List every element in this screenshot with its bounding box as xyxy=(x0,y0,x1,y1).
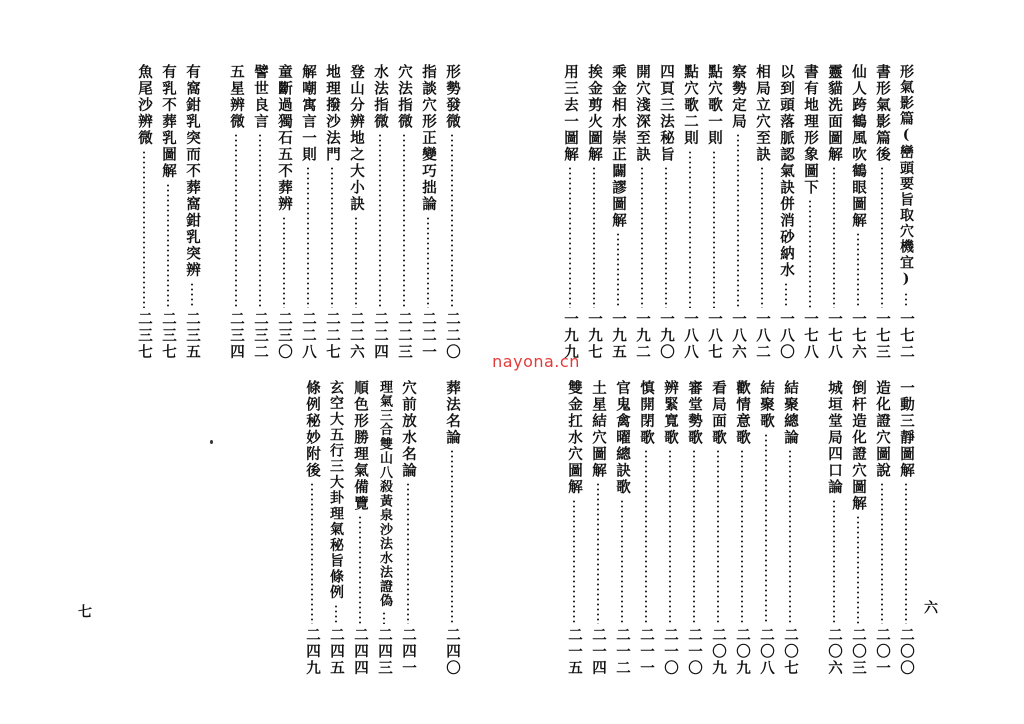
dot-leader xyxy=(761,166,763,308)
toc-entry xyxy=(272,64,296,360)
toc-entry-page: 二一〇 xyxy=(686,626,703,676)
toc-entry xyxy=(344,64,368,360)
dot-leader xyxy=(833,499,835,624)
toc-entry-title: 相局立穴至訣 xyxy=(754,64,771,163)
toc-entry-title: 土星結穴圖解 xyxy=(590,380,607,479)
toc-entry xyxy=(726,64,750,360)
toc-entry-page: 二一四 xyxy=(590,626,607,676)
toc-entry xyxy=(634,380,658,676)
dot-leader xyxy=(335,604,337,624)
toc-entry-title: 雙金扛水穴圖解 xyxy=(566,380,583,496)
toc-entry xyxy=(894,380,918,676)
dot-leader xyxy=(311,482,313,624)
toc-entry-title: 結聚歌 xyxy=(758,380,775,430)
toc-entry-page: 二三二 xyxy=(252,310,269,360)
dot-leader xyxy=(235,133,237,308)
toc-entry-title: 點穴歌一則 xyxy=(706,64,723,147)
toc-entry-page: 二二三 xyxy=(396,310,413,360)
dot-leader xyxy=(641,166,643,308)
toc-entry xyxy=(822,64,846,360)
toc-entry-page: 二〇七 xyxy=(782,626,799,676)
toc-entry xyxy=(582,64,606,360)
toc-entry-title: 慎開閉歌 xyxy=(638,380,655,446)
toc-entry-title: 有窩鉗乳突而不葬窩鉗乳突辨 xyxy=(184,64,201,279)
toc-entry xyxy=(846,380,870,676)
toc-entry xyxy=(368,64,392,360)
toc-entry-title: 一動三靜圖解 xyxy=(898,380,915,479)
page-number-right: 六 xyxy=(922,600,938,614)
toc-entry xyxy=(870,64,894,360)
toc-entry-title: 用三去一圖解 xyxy=(562,64,579,163)
page-number-left: 七 xyxy=(76,604,92,618)
toc-right-bottom xyxy=(562,380,918,676)
toc-entry-page: 一八二 xyxy=(754,310,771,360)
toc-entry xyxy=(440,64,464,360)
toc-entry-title: 仙人跨鶴風吹鶴眼圖解 xyxy=(850,64,867,229)
toc-entry-title: 形勢發微 xyxy=(444,64,461,130)
toc-entry-page: 二一五 xyxy=(566,626,583,676)
toc-entry xyxy=(324,380,348,676)
toc-entry-title: 順色形勝理氣備覽 xyxy=(352,380,369,512)
toc-entry xyxy=(774,64,798,360)
toc-entry-page: 二四四 xyxy=(352,626,369,676)
toc-entry-title: 童斷過獨石五不葬辨 xyxy=(276,64,293,213)
toc-entry-title: 書形氣影篇後 xyxy=(874,64,891,163)
dot-leader xyxy=(905,482,907,624)
dot-leader xyxy=(665,166,667,308)
dot-leader xyxy=(617,232,619,308)
toc-entry xyxy=(678,64,702,360)
toc-entry-page: 一八〇 xyxy=(778,310,795,360)
toc-entry xyxy=(798,64,822,360)
toc-left-bottom xyxy=(300,380,464,676)
toc-entry-page: 二一〇 xyxy=(662,626,679,676)
toc-entry-title: 水法指微 xyxy=(372,64,389,130)
dot-leader xyxy=(593,166,595,308)
toc-entry-title: 官鬼禽曜總訣歌 xyxy=(614,380,631,496)
toc-entry-page: 二四九 xyxy=(304,626,321,676)
toc-entry-title: 解嘲寓言一則 xyxy=(300,64,317,163)
toc-entry xyxy=(846,64,870,360)
dot-leader xyxy=(789,449,791,624)
toc-entry xyxy=(300,380,324,676)
column-gap xyxy=(420,380,440,676)
toc-entry-title: 魚尾沙辨微 xyxy=(136,64,153,147)
toc-entry-page: 二二一 xyxy=(420,310,437,360)
toc-entry-title: 穴法指微 xyxy=(396,64,413,130)
toc-entry xyxy=(440,380,464,676)
toc-entry xyxy=(682,380,706,676)
toc-entry-title: 審堂勢歌 xyxy=(686,380,703,446)
dot-leader xyxy=(713,150,715,308)
dot-leader xyxy=(451,449,453,624)
toc-entry-page: 二〇六 xyxy=(826,626,843,676)
toc-entry-page: 二一一 xyxy=(638,626,655,676)
toc-entry-page: 二四一 xyxy=(400,626,417,676)
toc-entry-page: 一九〇 xyxy=(658,310,675,360)
dot-leader xyxy=(259,133,261,308)
toc-entry-page: 二三五 xyxy=(184,310,201,360)
toc-entry-page: 一七六 xyxy=(850,310,867,360)
toc-entry-page: 一七八 xyxy=(802,310,819,360)
dot-leader xyxy=(693,449,695,624)
toc-entry-page: 二二八 xyxy=(300,310,317,360)
toc-entry-page: 一九九 xyxy=(562,310,579,360)
toc-entry-page: 一七二 xyxy=(898,310,915,360)
dot-leader xyxy=(881,166,883,308)
toc-entry-page: 一八八 xyxy=(682,310,699,360)
toc-entry xyxy=(558,64,582,360)
dot-leader xyxy=(785,282,787,308)
dot-leader xyxy=(383,611,385,624)
print-speck xyxy=(210,440,213,444)
dot-leader xyxy=(741,449,743,624)
toc-entry-title: 城垣堂局四口論 xyxy=(826,380,843,496)
toc-entry-page: 二三七 xyxy=(160,310,177,360)
dot-leader xyxy=(569,166,571,308)
toc-entry xyxy=(894,64,918,360)
dot-leader xyxy=(355,216,357,308)
dot-leader xyxy=(359,515,361,624)
toc-entry-page: 二一二 xyxy=(614,626,631,676)
toc-left-top xyxy=(132,64,464,360)
toc-entry-title: 穴前放水名論 xyxy=(400,380,417,479)
dot-leader xyxy=(905,292,907,308)
toc-entry-page: 二〇八 xyxy=(758,626,775,676)
toc-entry-title: 點穴歌二則 xyxy=(682,64,699,147)
toc-entry-title: 辨緊寬歌 xyxy=(662,380,679,446)
dot-leader xyxy=(597,482,599,624)
watermark-text: nayona.cn xyxy=(492,352,580,371)
toc-entry-page: 一九五 xyxy=(610,310,627,360)
dot-leader xyxy=(881,482,883,624)
toc-entry-page: 二二四 xyxy=(372,310,389,360)
toc-entry xyxy=(180,64,204,360)
dot-leader xyxy=(689,150,691,308)
dot-leader xyxy=(717,449,719,624)
toc-entry-page: 二〇九 xyxy=(734,626,751,676)
toc-entry-page: 二〇〇 xyxy=(898,626,915,676)
dot-leader xyxy=(857,515,859,624)
toc-entry xyxy=(562,380,586,676)
toc-entry-title: 察勢定局 xyxy=(730,64,747,130)
toc-entry-page: 二三四 xyxy=(228,310,245,360)
dot-leader xyxy=(191,282,193,308)
toc-entry-page: 二〇九 xyxy=(710,626,727,676)
dot-leader xyxy=(833,166,835,308)
toc-entry xyxy=(658,380,682,676)
toc-right-top xyxy=(558,64,918,360)
toc-entry xyxy=(706,380,730,676)
toc-entry-title: 譬世良言 xyxy=(252,64,269,130)
toc-entry xyxy=(586,380,610,676)
toc-entry-page: 二〇三 xyxy=(850,626,867,676)
dot-leader xyxy=(307,166,309,308)
toc-entry-page: 二四五 xyxy=(328,626,345,676)
toc-entry-page: 二四三 xyxy=(376,626,393,676)
dot-leader xyxy=(451,133,453,308)
toc-entry-title: 書有地理形象圖下 xyxy=(802,64,819,196)
toc-entry-title: 挨金剪火圖解 xyxy=(586,64,603,163)
toc-entry-page: 二三〇 xyxy=(276,310,293,360)
toc-entry-page: 二二〇 xyxy=(444,310,461,360)
toc-entry xyxy=(606,64,630,360)
toc-entry-page: 一七三 xyxy=(874,310,891,360)
toc-entry xyxy=(630,64,654,360)
dot-leader xyxy=(765,433,767,624)
toc-entry xyxy=(654,64,678,360)
dot-leader xyxy=(331,166,333,308)
toc-entry-title: 倒杆造化證穴圖解 xyxy=(850,380,867,512)
toc-entry-title: 結聚總論 xyxy=(782,380,799,446)
dot-leader xyxy=(645,449,647,624)
toc-entry-page: 二二六 xyxy=(348,310,365,360)
toc-entry-title: 登山分辨地之大小訣 xyxy=(348,64,365,213)
toc-entry xyxy=(348,380,372,676)
toc-entry xyxy=(396,380,420,676)
dot-leader xyxy=(379,133,381,308)
dot-leader xyxy=(143,150,145,308)
toc-entry xyxy=(750,64,774,360)
toc-entry-title: 歡情意歌 xyxy=(734,380,751,446)
toc-entry xyxy=(870,380,894,676)
toc-entry xyxy=(416,64,440,360)
toc-entry xyxy=(156,64,180,360)
toc-entry-title: 以到頭落脈認氣訣併消砂納水 xyxy=(778,64,795,279)
toc-entry-page: 一七八 xyxy=(826,310,843,360)
toc-entry-page: 二三七 xyxy=(136,310,153,360)
dot-leader xyxy=(621,499,623,624)
toc-entry xyxy=(610,380,634,676)
toc-entry-title: 開穴淺深至訣 xyxy=(634,64,651,163)
toc-entry-page: 一八六 xyxy=(730,310,747,360)
dot-leader xyxy=(407,482,409,624)
toc-entry-title: 乘金相水崇正闢謬圖解 xyxy=(610,64,627,229)
toc-entry xyxy=(702,64,726,360)
toc-entry-title: 五星辨微 xyxy=(228,64,245,130)
toc-entry xyxy=(296,64,320,360)
toc-entry xyxy=(248,64,272,360)
toc-entry-page: 一九七 xyxy=(586,310,603,360)
dot-leader xyxy=(573,499,575,624)
dot-leader xyxy=(669,449,671,624)
toc-entry xyxy=(392,64,416,360)
dot-leader xyxy=(403,133,405,308)
dot-leader xyxy=(857,232,859,308)
toc-entry xyxy=(730,380,754,676)
dot-leader xyxy=(809,199,811,308)
dot-leader xyxy=(167,183,169,308)
toc-entry-title: 地理撥沙法門 xyxy=(324,64,341,163)
toc-entry-page: 二〇一 xyxy=(874,626,891,676)
toc-entry-title: 葬法名論 xyxy=(444,380,461,446)
toc-entry xyxy=(778,380,802,676)
column-gap xyxy=(802,380,822,676)
toc-entry-title: 四頁三法秘旨 xyxy=(658,64,675,163)
dot-leader xyxy=(283,216,285,308)
toc-entry-title: 指談穴形正變巧拙論 xyxy=(420,64,437,213)
column-gap xyxy=(204,64,224,360)
toc-entry-title: 形氣影篇(巒頭要旨取穴機宜) xyxy=(898,64,914,289)
toc-entry-page: 一九二 xyxy=(634,310,651,360)
toc-entry-title: 玄空大五行三大卦理氣秘旨條例 xyxy=(328,380,344,601)
toc-entry xyxy=(754,380,778,676)
toc-entry xyxy=(132,64,156,360)
toc-entry-page: 二四〇 xyxy=(444,626,461,676)
toc-entry xyxy=(320,64,344,360)
toc-entry-page: 二二七 xyxy=(324,310,341,360)
toc-entry xyxy=(822,380,846,676)
toc-entry xyxy=(224,64,248,360)
toc-entry xyxy=(372,380,396,676)
toc-entry-page: 一八七 xyxy=(706,310,723,360)
dot-leader xyxy=(427,216,429,308)
toc-entry-title: 看局面歌 xyxy=(710,380,727,446)
toc-entry-title: 有乳不葬乳圖解 xyxy=(160,64,177,180)
toc-entry-title: 理氣三合雙山八殺黃泉沙法水法證偽 xyxy=(377,380,392,608)
toc-entry-title: 靈貓洗面圖解 xyxy=(826,64,843,163)
toc-entry-title: 條例秘妙附後 xyxy=(304,380,321,479)
dot-leader xyxy=(737,133,739,308)
toc-entry-title: 造化證穴圖說 xyxy=(874,380,891,479)
